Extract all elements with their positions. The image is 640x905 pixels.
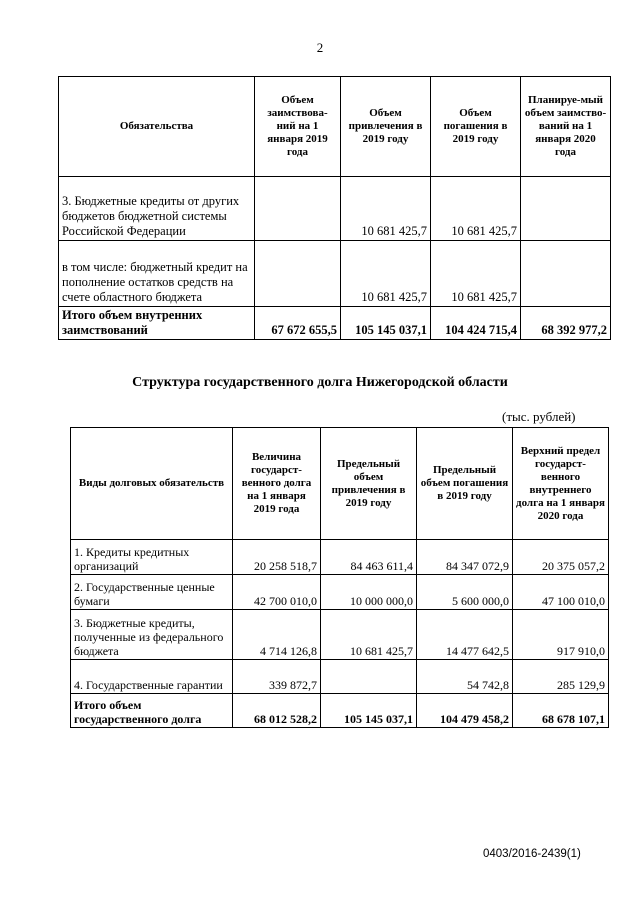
total-row — [71, 694, 609, 728]
page-number: 2 — [316, 40, 324, 55]
column-header: Верхний предел государст-венного внутреннего долга на 1 января 2020 года — [513, 428, 609, 540]
table-cell: 10 681 425,7 — [341, 177, 431, 241]
table-cell: 20 375 057,2 — [513, 540, 609, 575]
table-cell: 68 392 977,2 — [521, 307, 611, 340]
table-cell: 42 700 010,0 — [233, 575, 321, 610]
column-header: Объем заимствова-ний на 1 января 2019 года — [255, 77, 341, 177]
column-header: Обязательства — [59, 77, 255, 177]
row-label: 3. Бюджетные кредиты от других бюджетов бюджетной системы Российской Федерации — [59, 177, 255, 241]
table-row — [71, 660, 609, 694]
column-header: Объем погашения в 2019 году — [431, 77, 521, 177]
table-row — [59, 241, 611, 307]
row-label: 2. Государственные ценные бумаги — [71, 575, 233, 610]
table-header-row — [71, 428, 609, 540]
table-cell: 4 714 126,8 — [233, 610, 321, 660]
table-cell — [321, 660, 417, 694]
row-label: Итого объем государственного долга — [71, 694, 233, 728]
table-cell: 10 681 425,7 — [431, 241, 521, 307]
row-label: Итого объем внутренних заимствований — [59, 307, 255, 340]
column-header: Виды долговых обязательств — [71, 428, 233, 540]
column-header: Величина государст-венного долга на 1 января 2019 года — [233, 428, 321, 540]
borrowings-table — [58, 76, 611, 340]
table-cell: 105 145 037,1 — [321, 694, 417, 728]
table-cell: 10 681 425,7 — [431, 177, 521, 241]
debt-structure-table — [70, 427, 609, 728]
document-code: 0403/2016-2439(1) — [483, 848, 581, 860]
table-cell: 47 100 010,0 — [513, 575, 609, 610]
table-row — [71, 575, 609, 610]
row-label: в том числе: бюджетный кредит на пополнение остатков средств на счете областного бюджета — [59, 241, 255, 307]
table-cell: 339 872,7 — [233, 660, 321, 694]
total-row — [59, 307, 611, 340]
table-cell: 68 012 528,2 — [233, 694, 321, 728]
table-header-row — [59, 77, 611, 177]
table-cell: 67 672 655,5 — [255, 307, 341, 340]
table-cell: 84 463 611,4 — [321, 540, 417, 575]
table-cell: 105 145 037,1 — [341, 307, 431, 340]
section-heading: Структура государственного долга Нижегородской области — [132, 375, 508, 390]
table-cell — [521, 177, 611, 241]
table-cell: 20 258 518,7 — [233, 540, 321, 575]
column-header: Планируе-мый объем заимство-ваний на 1 января 2020 года — [521, 77, 611, 177]
table-cell: 104 424 715,4 — [431, 307, 521, 340]
table-cell: 10 000 000,0 — [321, 575, 417, 610]
table-row — [71, 610, 609, 660]
table-cell: 68 678 107,1 — [513, 694, 609, 728]
table-cell: 917 910,0 — [513, 610, 609, 660]
table-cell: 10 681 425,7 — [341, 241, 431, 307]
table-cell: 14 477 642,5 — [417, 610, 513, 660]
units-label: (тыс. рублей) — [502, 409, 576, 424]
table-cell: 285 129,9 — [513, 660, 609, 694]
column-header: Предельный объем погашения в 2019 году — [417, 428, 513, 540]
row-label: 1. Кредиты кредитных организаций — [71, 540, 233, 575]
table-cell: 84 347 072,9 — [417, 540, 513, 575]
table-cell: 10 681 425,7 — [321, 610, 417, 660]
table-cell: 54 742,8 — [417, 660, 513, 694]
row-label: 3. Бюджетные кредиты, полученные из федерального бюджета — [71, 610, 233, 660]
table-cell — [255, 241, 341, 307]
column-header: Объем привлечения в 2019 году — [341, 77, 431, 177]
table-cell — [255, 177, 341, 241]
table-row — [71, 540, 609, 575]
column-header: Предельный объем привлечения в 2019 году — [321, 428, 417, 540]
table-row — [59, 177, 611, 241]
table-cell: 104 479 458,2 — [417, 694, 513, 728]
row-label: 4. Государственные гарантии — [71, 660, 233, 694]
table-cell: 5 600 000,0 — [417, 575, 513, 610]
table-cell — [521, 241, 611, 307]
